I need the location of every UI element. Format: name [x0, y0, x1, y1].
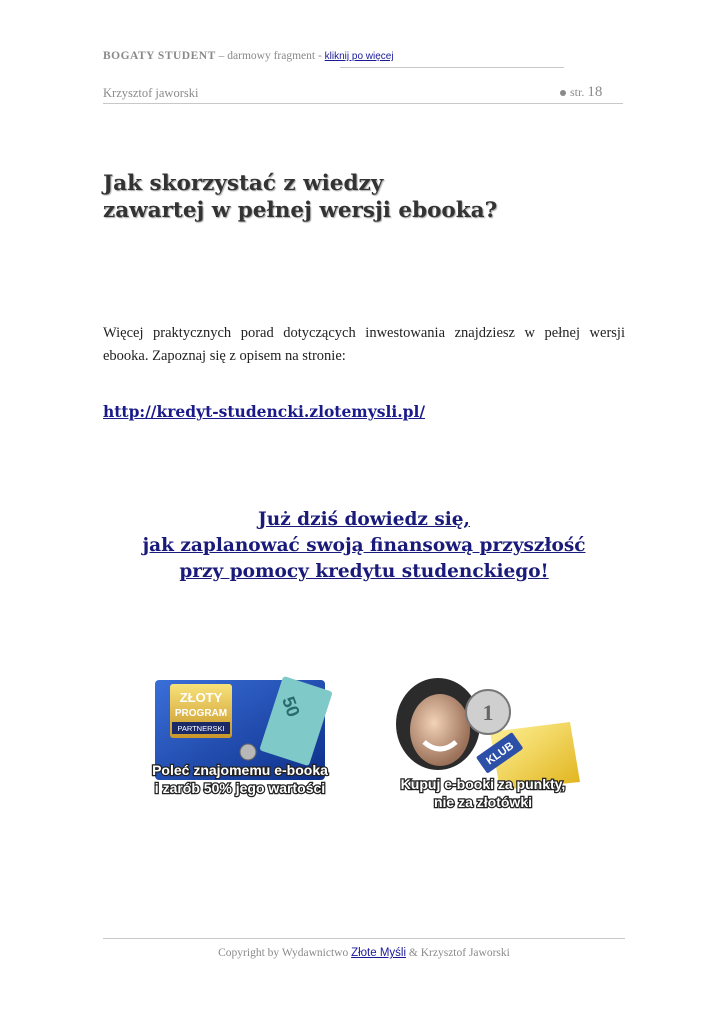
- page-indicator: [560, 84, 602, 101]
- section-heading: [103, 170, 497, 224]
- publisher-link[interactable]: Złote Myśli: [351, 947, 407, 959]
- footer-suffix: & Krzysztof Jaworski: [406, 947, 510, 959]
- banknote-value: 50: [278, 693, 304, 720]
- cta-line-2[interactable]: jak zaplanować swoją finansową przyszłość: [142, 535, 586, 556]
- bullet-icon: [560, 90, 566, 96]
- page-prefix: str.: [570, 85, 585, 99]
- author-name: Krzysztof jaworski: [103, 86, 199, 100]
- person-photo: [396, 678, 480, 770]
- heading-line-1: Jak skorzystać z wiedzy: [103, 171, 384, 196]
- body-paragraph: Więcej praktycznych porad dotyczących inwestowania znajdziesz w pełnej wersji ebooka. Zapoznaj się z opisem na stronie:: [103, 325, 625, 364]
- header-divider-short: [340, 67, 564, 68]
- banner-caption-1: Poleć znajomemu e-booka: [152, 762, 328, 778]
- header-divider: [103, 103, 623, 104]
- copyright-footer: [103, 947, 625, 959]
- book-title: BOGATY STUDENT: [103, 50, 216, 62]
- footer-prefix: Copyright by Wydawnictwo: [218, 947, 352, 959]
- coin-icon: [240, 744, 256, 760]
- cta-line-1[interactable]: Już dziś dowiedz się,: [257, 509, 470, 530]
- page-number: 18: [587, 84, 603, 100]
- club-banner[interactable]: [380, 672, 600, 822]
- ebook-url-link[interactable]: http://kredyt-studencki.zlotemysli.pl/: [103, 402, 426, 421]
- banner-caption-1: Kupuj e-booki za punkty,: [400, 776, 566, 792]
- call-to-action[interactable]: [103, 507, 625, 585]
- badge-line-1: ZŁOTY: [179, 690, 223, 705]
- footer-divider: [103, 938, 625, 939]
- more-link[interactable]: kliknij po więcej: [324, 51, 394, 62]
- banner-caption-2: nie za złotówki: [433, 794, 533, 810]
- header-subtitle: – darmowy fragment -: [215, 50, 325, 62]
- badge-line-2: PROGRAM: [174, 708, 228, 719]
- coin-value: 1: [482, 700, 494, 725]
- heading-line-2: zawartej w pełnej wersji ebooka?: [103, 198, 498, 223]
- running-header: [103, 50, 394, 62]
- partner-program-banner[interactable]: [130, 672, 350, 822]
- banner-caption-2: i zarób 50% jego wartości: [154, 780, 326, 796]
- cta-line-3[interactable]: przy pomocy kredytu studenckiego!: [179, 561, 549, 582]
- badge-line-3: PARTNERSKI: [177, 724, 225, 733]
- club-badge-text: KLUB: [484, 739, 517, 768]
